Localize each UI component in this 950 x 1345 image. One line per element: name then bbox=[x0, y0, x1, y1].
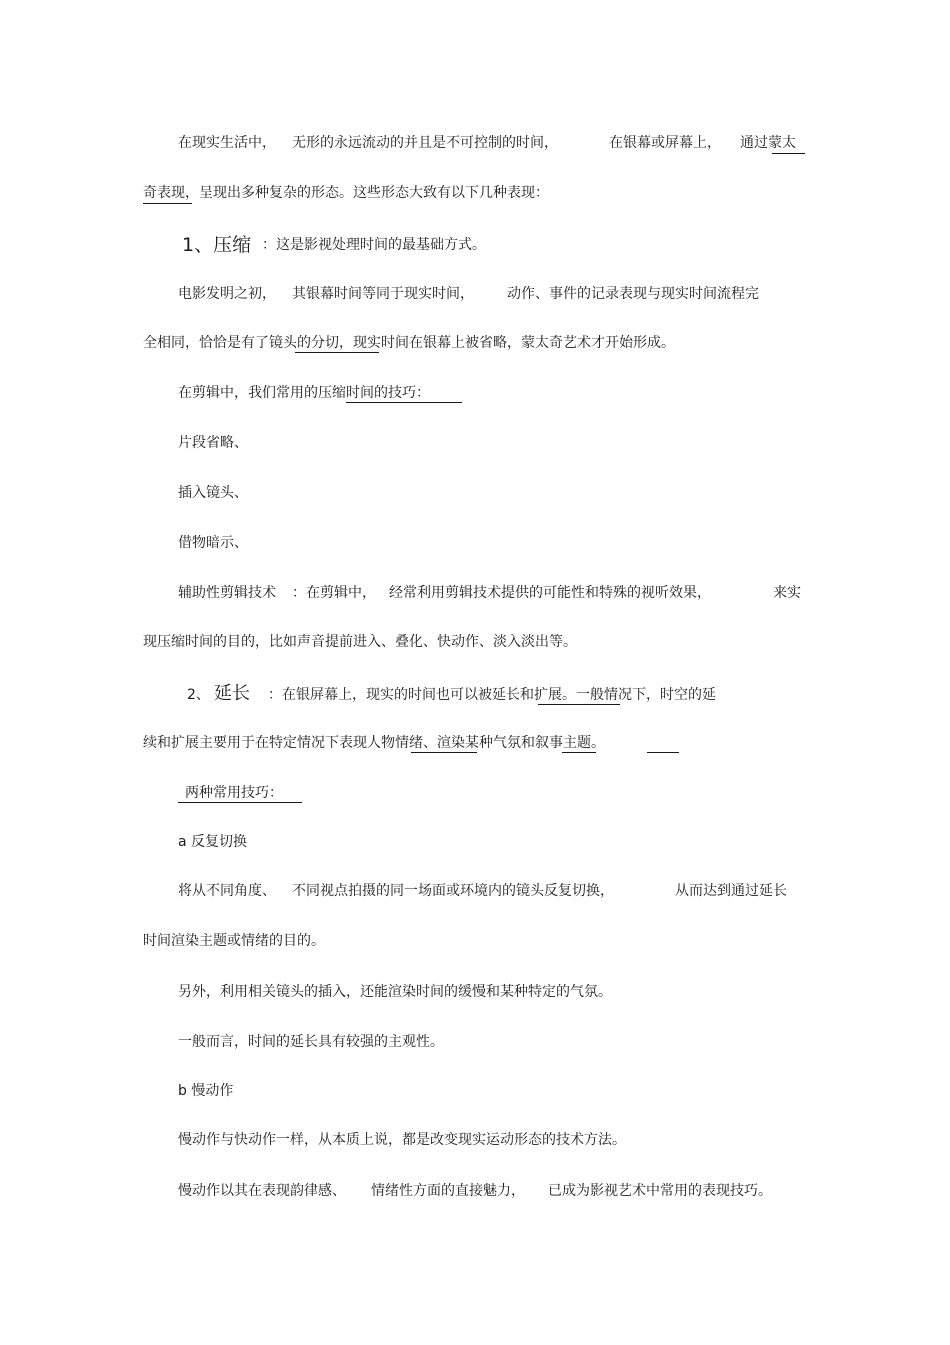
section-2-number: 2、 bbox=[187, 687, 210, 703]
para-1-line-2: 奇表现，呈现出多种复杂的形态。这些形态大致有以下几种表现： bbox=[143, 185, 549, 201]
section-1-heading: 1、压缩 bbox=[182, 234, 252, 256]
para-4-part-3: 经常利用剪辑技术提供的可能性和特殊的视听效果， bbox=[389, 585, 711, 601]
list-item: 借物暗示、 bbox=[178, 535, 248, 551]
para-6-part-2: 不同视点拍摄的同一场面或环境内的镜头反复切换， bbox=[292, 883, 614, 899]
subsection-b-label: b 慢动作 bbox=[178, 1083, 234, 1099]
list-item: 插入镜头、 bbox=[178, 485, 248, 501]
para-6-part-3: 从而达到通过延长 bbox=[675, 883, 787, 899]
para-4-part-4: 来实 bbox=[773, 585, 801, 601]
para-8: 一般而言，时间的延长具有较强的主观性。 bbox=[178, 1034, 444, 1050]
para-2-part-3: 动作、事件的记录表现与现实时间流程完 bbox=[507, 286, 759, 302]
para-1-part-1: 在现实生活中， bbox=[178, 135, 276, 151]
para-3: 在剪辑中，我们常用的压缩时间的技巧： bbox=[178, 385, 430, 401]
para-5: 两种常用技巧： bbox=[185, 785, 283, 801]
section-2-heading: 延长 bbox=[214, 683, 250, 704]
para-1-part-3: 在银幕或屏幕上， bbox=[609, 135, 721, 151]
para-2-part-1: 电影发明之初， bbox=[178, 286, 276, 302]
underline-mark bbox=[562, 752, 596, 753]
para-6-part-1: 将从不同角度、 bbox=[178, 883, 276, 899]
para-4-part-2: ：在剪辑中， bbox=[292, 585, 376, 601]
para-9: 慢动作与快动作一样，从本质上说，都是改变现实运动形态的技术方法。 bbox=[178, 1132, 626, 1148]
para-7: 另外，利用相关镜头的插入，还能渲染时间的缓慢和某种特定的气氛。 bbox=[178, 984, 612, 1000]
para-4-part-1: 辅助性剪辑技术 bbox=[178, 585, 276, 601]
para-10-part-1: 慢动作以其在表现韵律感、 bbox=[178, 1183, 346, 1199]
section-1-desc: ：这是影视处理时间的最基础方式。 bbox=[262, 237, 486, 253]
para-1-part-2: 无形的永远流动的并且是不可控制的时间， bbox=[292, 135, 558, 151]
para-2-part-2: 其银幕时间等同于现实时间， bbox=[292, 286, 474, 302]
underline-mark bbox=[143, 203, 192, 204]
para-6-line-2: 时间渲染主题或情绪的目的。 bbox=[143, 933, 325, 949]
underline-mark bbox=[411, 752, 477, 753]
para-10-part-2: 情绪性方面的直接魅力， bbox=[371, 1183, 525, 1199]
para-1-part-4: 通过蒙太 bbox=[740, 135, 796, 151]
section-2-desc: ：在银屏幕上，现实的时间也可以被延长和扩展。一般情况下，时空的延 bbox=[268, 687, 716, 703]
para-10-part-3: 已成为影视艺术中常用的表现技巧。 bbox=[548, 1183, 772, 1199]
underline-mark bbox=[178, 802, 302, 803]
underline-mark bbox=[346, 402, 462, 403]
para-4-line-2: 现压缩时间的目的，比如声音提前进入、叠化、快动作、淡入淡出等。 bbox=[143, 634, 577, 650]
subsection-a-label: a 反复切换 bbox=[178, 834, 248, 850]
underline-mark bbox=[295, 352, 379, 353]
list-item: 片段省略、 bbox=[178, 435, 248, 451]
underline-mark bbox=[538, 704, 620, 705]
para-2-line-2: 全相同，恰恰是有了镜头的分切，现实时间在银幕上被省略，蒙太奇艺术才开始形成。 bbox=[143, 335, 675, 351]
underline-mark bbox=[647, 752, 679, 753]
underline-mark bbox=[772, 153, 805, 154]
section-2-desc-line-2: 续和扩展主要用于在特定情况下表现人物情绪、渲染某种气氛和叙事主题。 bbox=[143, 735, 605, 751]
